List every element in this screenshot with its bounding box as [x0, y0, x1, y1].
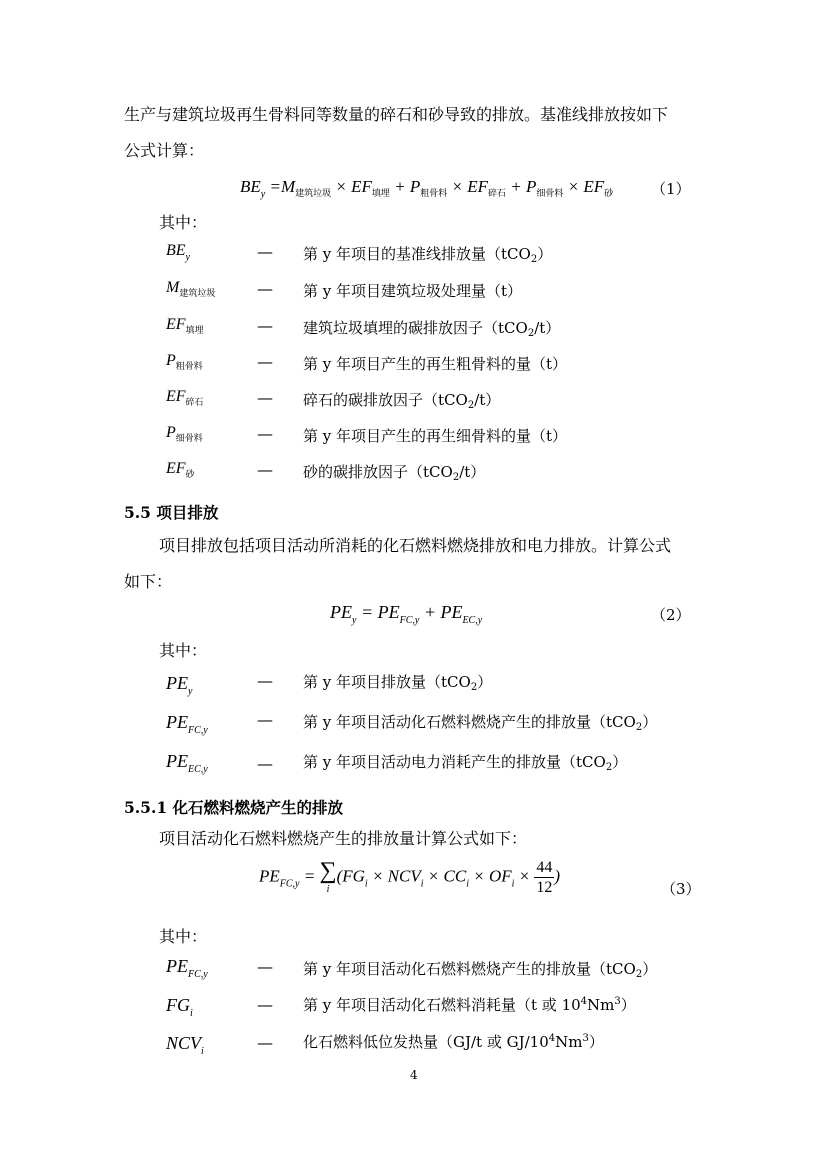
definition-text: 第 y 年项目产生的再生细骨料的量（t） [303, 427, 568, 445]
where-label-2: 其中： [159, 641, 208, 660]
equation-1: $BE_y =M_{建筑垃圾} \times EF_{填埋} + P_{粗骨料} \times EF_{碎石} + P_{细骨料} \times EF_砂$ [240, 177, 614, 200]
definition-dash: — [257, 1033, 273, 1052]
definition-text: 碎石的碳排放因子（tCO$_2$/t） [303, 391, 501, 411]
section-5-5-line-1: 项目排放包括项目活动所消耗的化石燃料燃烧排放和电力排放。计算公式 [159, 536, 672, 555]
definition-text: 第 y 年项目活动化石燃料燃烧产生的排放量（tCO$_2$） [303, 713, 658, 733]
definition-text: 化石燃料低位发热量（GJ/t 或 $GJ/10^4Nm^3$） [303, 1033, 604, 1051]
definition-symbol: $FG_i$ [166, 995, 193, 1019]
where-label-1: 其中： [159, 213, 208, 232]
definition-dash: — [257, 242, 273, 261]
definition-symbol: $P_{粗骨料}$ [166, 352, 203, 371]
definition-text: 建筑垃圾填埋的碳排放因子（tCO$_2$/t） [303, 319, 561, 339]
definition-text: 第 y 年项目建筑垃圾处理量（t） [303, 282, 523, 300]
definition-dash: — [257, 460, 273, 479]
definition-symbol: $EF_砂$ [166, 460, 195, 479]
definition-symbol: $EF_{碎石}$ [166, 388, 204, 407]
definition-dash: — [257, 388, 273, 407]
definition-dash: — [257, 352, 273, 371]
definition-dash: — [257, 957, 273, 976]
section-5-5-1-line-1: 项目活动化石燃料燃烧产生的排放量计算公式如下： [159, 829, 528, 848]
definition-dash: — [257, 754, 273, 773]
equation-2-number: （2） [651, 606, 691, 624]
definition-text: 第 y 年项目活动电力消耗产生的排放量（tCO$_2$） [303, 753, 628, 773]
page-number: 4 [410, 1068, 418, 1082]
definition-text: 第 y 年项目排放量（tCO$_2$） [303, 673, 493, 693]
equation-1-number: （1） [651, 180, 691, 198]
definition-dash: — [257, 710, 273, 729]
definition-dash: — [257, 279, 273, 298]
section-5-5-line-2: 如下： [124, 572, 173, 591]
definition-text: 砂的碳排放因子（tCO$_2$/t） [303, 463, 486, 483]
definition-symbol: $NCV_i$ [166, 1033, 204, 1057]
definition-text: 第 y 年项目活动化石燃料燃烧产生的排放量（tCO$_2$） [303, 960, 658, 980]
definition-dash: — [257, 671, 273, 690]
definition-symbol: $PE_{FC,y}$ [166, 956, 208, 980]
intro-line-2: 公式计算： [124, 141, 205, 160]
where-label-3: 其中： [159, 927, 208, 946]
equation-3: $PE_{FC,y}$ = ∑ i ($FG_i \times NCV_i \times CC_i \times OF_i$ × $\frac{44}{12}$ ) [259, 857, 561, 896]
definition-text: 第 y 年项目活动化石燃料消耗量（t 或 $10^4Nm^3$） [303, 996, 636, 1014]
definition-dash: — [257, 424, 273, 443]
definition-text: 第 y 年项目产生的再生粗骨料的量（t） [303, 355, 568, 373]
definition-symbol: $PE_y$ [166, 673, 193, 697]
definition-text: 第 y 年项目的基准线排放量（tCO$_2$） [303, 245, 553, 265]
definition-symbol: $EF_{填埋}$ [166, 316, 204, 335]
section-heading-5-5: 5.5 项目排放 [124, 503, 219, 522]
definition-dash: — [257, 316, 273, 335]
definition-dash: — [257, 995, 273, 1014]
equation-3-number: （3） [661, 880, 701, 898]
definition-symbol: $PE_{EC,y}$ [166, 751, 208, 775]
definition-symbol: $BE_y$ [166, 242, 190, 263]
definition-symbol: $P_{细骨料}$ [166, 424, 203, 443]
definition-symbol: $PE_{FC,y}$ [166, 712, 208, 736]
intro-line-1: 生产与建筑垃圾再生骨料同等数量的碎石和砂导致的排放。基准线排放按如下 [124, 105, 669, 124]
equation-2: $PE_y = PE_{FC,y} + PE_{EC,y}$ [330, 602, 483, 626]
definition-symbol: $M_{建筑垃圾}$ [166, 279, 216, 298]
section-heading-5-5-1: 5.5.1 化石燃料燃烧产生的排放 [124, 798, 344, 817]
